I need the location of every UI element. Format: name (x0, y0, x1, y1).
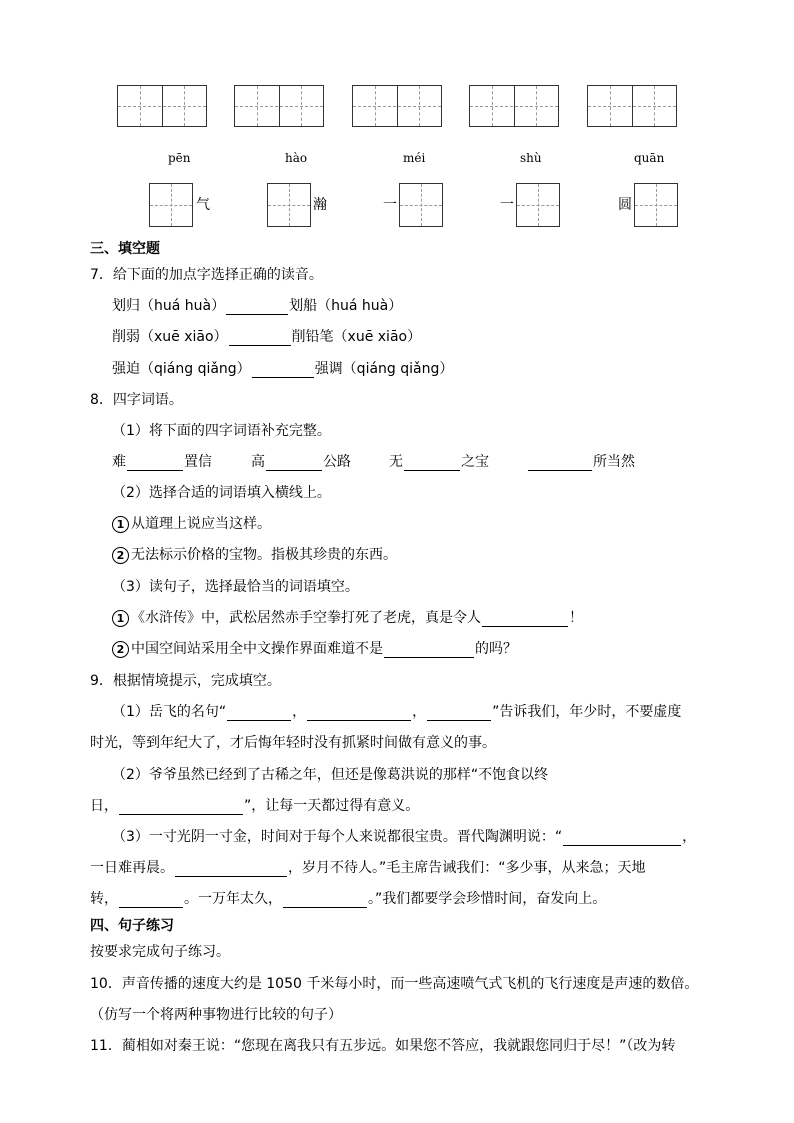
writing-grid-box[interactable] (117, 85, 207, 127)
q8-part2: （2）选择合适的词语填入横线上。 (112, 485, 331, 501)
answer-blank[interactable] (229, 331, 291, 346)
q8-clue (112, 515, 271, 533)
circled-number: 1 (112, 610, 129, 627)
q8-part3: （3）读句子，选择最恰当的词语填空。 (112, 579, 359, 595)
q9-part3-line2 (90, 859, 646, 877)
circled-number: 2 (112, 641, 129, 658)
q9-text: ，岁月不待人。”毛主席告诫我们：“多少事，从来急；天地 (288, 860, 646, 876)
clue-text: 从道理上说应当这样。 (131, 516, 271, 532)
q9-part1-line2: 时光，等到年纪大了，才后悔年轻时没有抓紧时间做有意义的事。 (90, 735, 496, 751)
clue-text: 无法标示价格的宝物。指极其珍贵的东西。 (131, 547, 397, 563)
q9-text: ”告诉我们，年少时，不要虚度 (492, 704, 682, 720)
answer-blank[interactable] (404, 456, 460, 471)
writing-grid-box[interactable] (469, 85, 559, 127)
answer-blank[interactable] (266, 456, 322, 471)
q7-option: 强调（qiáng qiǎng） (314, 361, 454, 377)
q9-text: 。一万年太久， (184, 891, 282, 907)
q9-text: （1）岳飞的名句“ (112, 704, 227, 720)
q7-option: 削铅笔（xuē xiāo） (291, 329, 422, 345)
section-heading: 三、填空题 (90, 241, 160, 257)
answer-blank[interactable] (119, 893, 183, 908)
q7-option: 划归（huá huà） (112, 298, 226, 314)
word-part: 置信 (184, 454, 212, 470)
q8-clue (112, 546, 397, 564)
q7-option: 削弱（xuē xiāo） (112, 329, 228, 345)
answer-blank[interactable] (528, 456, 592, 471)
q9-text: （3）一寸光阴一寸金，时间对于每个人来说都很宝贵。晋代陶渊明说：“ (112, 829, 563, 845)
circled-number: 1 (112, 516, 129, 533)
answer-blank[interactable] (307, 706, 411, 721)
q9-part3-line3 (90, 890, 606, 908)
q8-word (527, 453, 635, 471)
q7-line2 (112, 328, 421, 346)
answer-blank[interactable] (563, 831, 681, 846)
q8-sentence (112, 640, 517, 658)
q10-line2: （仿写一个将两种事物进行比较的句子） (90, 1007, 342, 1023)
word-part: 高 (251, 454, 265, 470)
char-grid-box[interactable] (149, 183, 193, 227)
writing-grid-box[interactable] (234, 85, 324, 127)
answer-blank[interactable] (175, 862, 287, 877)
circled-number: 2 (112, 547, 129, 564)
pinyin-label: hào (285, 151, 308, 165)
q8-word (112, 453, 212, 471)
q7-option: 划船（huá huà） (289, 298, 403, 314)
sentence-text: 中国空间站采用全中文操作界面难道不是 (131, 641, 383, 657)
char-grid-box[interactable] (634, 183, 678, 227)
answer-blank[interactable] (127, 456, 183, 471)
q9-text: 。”我们都要学会珍惜时间，奋发向上。 (368, 891, 607, 907)
q9-text: 日， (90, 798, 118, 814)
q7-line1 (112, 297, 402, 315)
sentence-text: ！ (569, 610, 583, 626)
answer-blank[interactable] (283, 893, 367, 908)
char-grid-box[interactable] (516, 183, 560, 227)
sentence-text: 《水浒传》中，武松居然赤手空拳打死了老虎，真是令人 (131, 610, 481, 626)
question-stem: 9．根据情境提示，完成填空。 (90, 673, 281, 689)
char-after: 瀚 (313, 197, 327, 213)
q9-text: 一日难再晨。 (90, 860, 174, 876)
question-stem: 7．给下面的加点字选择正确的读音。 (90, 267, 323, 283)
pinyin-label: quān (634, 151, 665, 165)
pinyin-label: shù (520, 151, 542, 165)
q7-line3 (112, 360, 453, 378)
q9-part3 (112, 828, 696, 846)
pinyin-label: pēn (168, 151, 191, 165)
sentence-text: 的吗？ (475, 641, 517, 657)
char-before: 圆 (618, 197, 632, 213)
q9-part2-line2 (90, 797, 419, 815)
answer-blank[interactable] (226, 300, 288, 315)
char-grid-box[interactable] (267, 183, 311, 227)
q8-part1: （1）将下面的四字词语补充完整。 (112, 423, 331, 439)
word-part: 无 (389, 454, 403, 470)
q8-word (389, 453, 489, 471)
word-part: 公路 (323, 454, 351, 470)
answer-blank[interactable] (252, 363, 314, 378)
answer-blank[interactable] (119, 800, 243, 815)
q11-line1: 11．蔺相如对秦王说：“您现在离我只有五步远。如果您不答应，我就跟您同归于尽！”（改为转 (90, 1038, 676, 1054)
section-heading: 四、句子练习 (90, 918, 174, 934)
word-part: 所当然 (593, 454, 635, 470)
word-part: 难 (112, 454, 126, 470)
q9-text: ， (292, 704, 307, 720)
section-intro: 按要求完成句子练习。 (90, 944, 230, 960)
word-part: 之宝 (461, 454, 489, 470)
char-grid-box[interactable] (399, 183, 443, 227)
writing-grid-box[interactable] (352, 85, 442, 127)
q9-text: ， (682, 829, 697, 845)
q7-option: 强迫（qiáng qiǎng） (112, 361, 251, 377)
char-before: 一 (500, 197, 514, 213)
writing-grid-box[interactable] (587, 85, 677, 127)
char-before: 一 (383, 197, 397, 213)
question-stem: 8．四字词语。 (90, 392, 183, 408)
q9-text: 转， (90, 891, 118, 907)
q10-line1: 10．声音传播的速度大约是 1050 千米每小时，而一些高速喷气式飞机的飞行速度是声速的数倍。 (90, 976, 699, 992)
answer-blank[interactable] (427, 706, 491, 721)
q9-part2: （2）爷爷虽然已经到了古稀之年，但还是像葛洪说的那样“不饱食以终 (112, 767, 549, 783)
q8-sentence (112, 609, 583, 627)
char-after: 气 (196, 197, 210, 213)
q9-text: ”，让每一天都过得有意义。 (244, 798, 420, 814)
pinyin-label: méi (403, 151, 426, 165)
answer-blank[interactable] (227, 706, 291, 721)
q9-part1 (112, 703, 681, 721)
answer-blank[interactable] (482, 612, 568, 627)
q9-text: ， (412, 704, 427, 720)
q8-word (251, 453, 351, 471)
answer-blank[interactable] (384, 643, 474, 658)
